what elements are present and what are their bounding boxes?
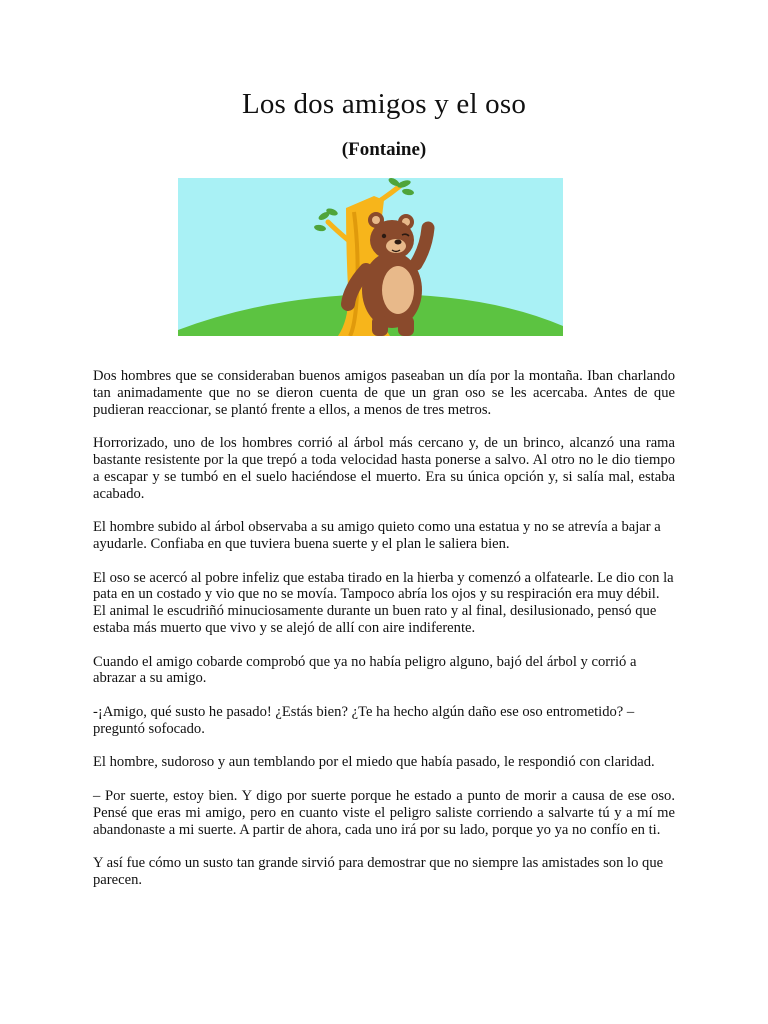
bear-waving-by-tree-illustration <box>178 178 563 336</box>
story-paragraph: Cuando el amigo cobarde comprobó que ya no había peligro alguno, bajó del árbol y corrió a abrazar a su amigo. <box>93 653 637 687</box>
story-paragraph: El hombre, sudoroso y aun temblando por el miedo que había pasado, le respondió con claridad. <box>93 754 655 771</box>
story-paragraph: Dos hombres que se consideraban buenos amigos paseaban un día por la montaña. Iban charlando tan animadamente que no se dieron cuenta de que un gran oso se les acercaba. Antes de que pudieran reaccionar, se plantó frente a ellos, a menos de tres metros. <box>93 368 675 418</box>
story-paragraph: – Por suerte, estoy bien. Y digo por suerte porque he estado a punto de morir a causa de ese oso. Pensé que eras mi amigo, pero en cuanto viste el peligro saliste corriendo a salvarte tú y a mí me abandonaste a mi suerte. A partir de ahora, cada uno irá por su lado, porque yo ya no confío en ti. <box>93 787 675 838</box>
story-paragraph: El oso se acercó al pobre infeliz que estaba tirado en la hierba y comenzó a olfatearle. Le dio con la pata en un costado y vio que no se movía. Tampoco abría los ojos y su respiración era muy débil. El animal le escudriñó minuciosamente durante un buen rato y al final, desilusionado, pensó que estaba más muerto que vivo y se alejó de allí con aire indiferente. <box>93 569 674 636</box>
story-body <box>93 368 675 906</box>
story-paragraph: Horrorizado, uno de los hombres corrió al árbol más cercano y, de un brinco, alcanzó una rama bastante resistente por la que trepó a toda velocidad hasta ponerse a salvo. Al otro no le dio tiempo a escapar y se tumbó en el suelo haciéndose el muerto. Era su única opción y, si salía mal, estaba acabado. <box>93 435 675 502</box>
bear-belly <box>382 266 414 314</box>
story-paragraph: -¡Amigo, qué susto he pasado! ¿Estás bien? ¿Te ha hecho algún daño ese oso entrometido? – preguntó sofocado. <box>93 703 635 737</box>
document-title: Los dos amigos y el oso <box>241 88 527 120</box>
story-paragraph: Y así fue cómo un susto tan grande sirvió para demostrar que no siempre las amistades son lo que parecen. <box>93 855 664 888</box>
document-author: (Fontaine) <box>341 139 427 160</box>
story-paragraph: El hombre subido al árbol observaba a su amigo quieto como una estatua y no se atrevía a bajar a ayudarle. Confiaba en que tuviera buena suerte y el plan le saliera bien. <box>93 519 661 552</box>
illustration-svg <box>178 178 563 336</box>
